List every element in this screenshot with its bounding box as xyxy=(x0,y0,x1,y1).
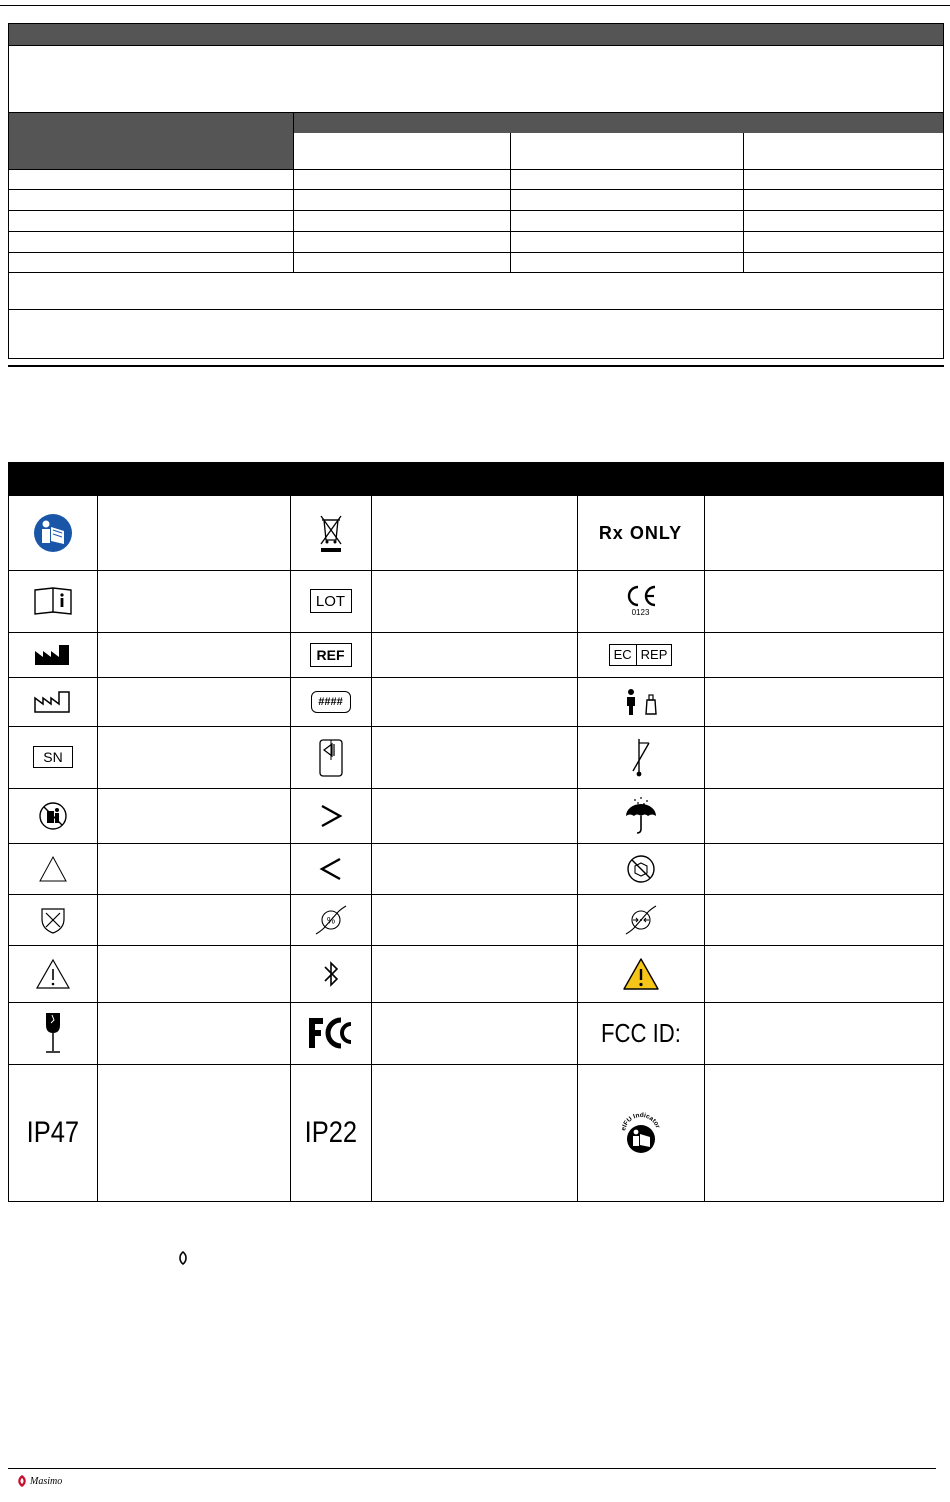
caution-icon xyxy=(9,945,97,1002)
group-header-band xyxy=(293,113,943,133)
quantity-symbol: #### xyxy=(290,677,371,726)
fragile-icon xyxy=(9,1002,97,1064)
masimo-logo-icon xyxy=(16,1474,28,1488)
bluetooth-icon xyxy=(290,945,371,1002)
svg-text:eIFU Indicator: eIFU Indicator xyxy=(619,1111,661,1132)
symbols-table xyxy=(8,462,944,1202)
fcc-logo-icon xyxy=(290,1002,371,1064)
serial-number-symbol: SN xyxy=(9,726,97,788)
follow-instructions-icon xyxy=(9,496,97,570)
battery-icon xyxy=(290,726,371,788)
symbols-table-header xyxy=(9,463,943,496)
ip47-symbol: IP47 xyxy=(26,1115,80,1149)
footer-rule xyxy=(8,1468,936,1469)
fcc-id-symbol: FCC ID: xyxy=(600,1017,681,1048)
table-title-band xyxy=(9,24,943,45)
consult-instructions-icon xyxy=(9,570,97,632)
date-of-manufacture-icon xyxy=(9,677,97,726)
specification-table xyxy=(8,23,944,359)
ref-symbol: REF xyxy=(290,632,371,677)
lot-symbol: LOT xyxy=(290,570,371,632)
manufacturer-icon xyxy=(9,632,97,677)
ip22-symbol: IP22 xyxy=(304,1115,357,1149)
ce-notified-body: 0123 xyxy=(631,608,650,617)
less-than-symbol xyxy=(290,843,371,894)
pressure-limit-icon xyxy=(577,894,704,945)
top-rule xyxy=(0,5,950,6)
defibrillation-proof-icon xyxy=(9,894,97,945)
triangle-outline-icon xyxy=(9,843,97,894)
patient-weight-icon xyxy=(577,677,704,726)
logo-text: Masimo xyxy=(30,1475,63,1487)
separate-collection-icon xyxy=(9,788,97,843)
column-header-band xyxy=(9,113,293,169)
masimo-logo xyxy=(16,1474,62,1488)
greater-than-symbol xyxy=(290,788,371,843)
masimo-mark-icon xyxy=(178,1251,188,1265)
temperature-limit-icon xyxy=(577,726,704,788)
rx-only-symbol: Rx ONLY xyxy=(598,522,683,543)
warning-yellow-icon xyxy=(577,945,704,1002)
keep-dry-icon xyxy=(577,788,704,843)
eifu-indicator-icon xyxy=(577,1064,704,1201)
ec-rep-symbol: EC REP xyxy=(577,632,704,677)
table-bottom-rule xyxy=(8,365,944,367)
do-not-use-if-damaged-icon xyxy=(577,843,704,894)
humidity-limit-icon xyxy=(290,894,371,945)
weee-disposal-icon xyxy=(290,496,371,570)
ce-mark-icon xyxy=(577,570,704,632)
svg-text:%: % xyxy=(326,915,335,925)
